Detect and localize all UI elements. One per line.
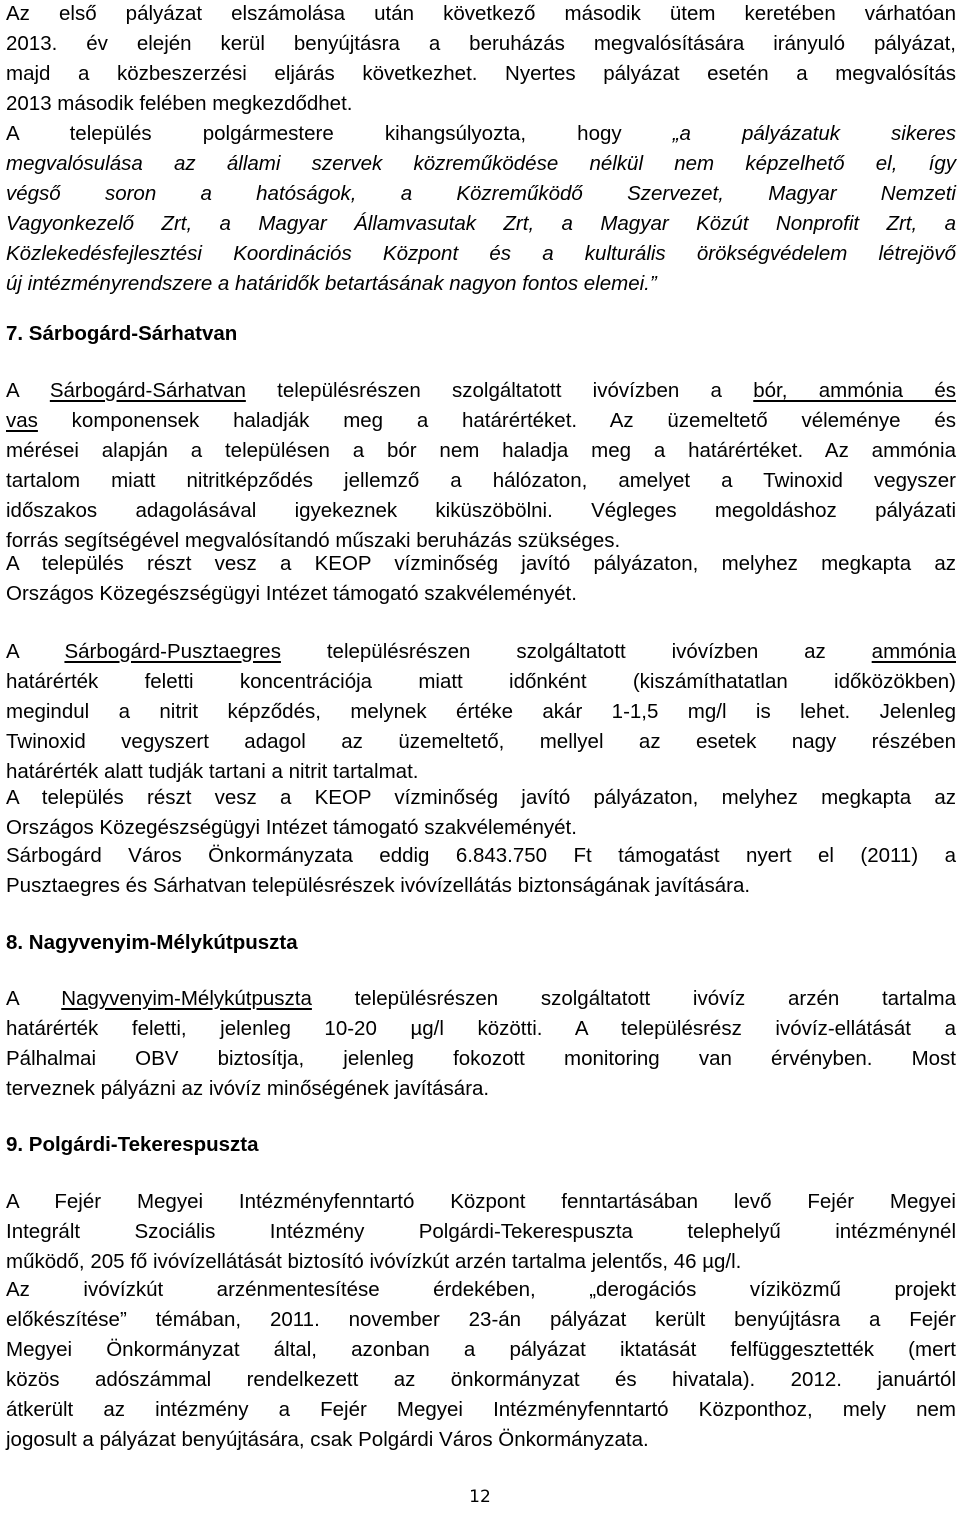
- quote-line: végső soron a hatóságok, a Közreműködő Szervezet, Magyar Nemzeti: [6, 182, 956, 205]
- paragraph-line: Országos Közegészségügyi Intézet támogató szakvéleményét.: [6, 582, 577, 605]
- paragraph-line: közös adószámmal rendelkezett az önkormányzat és hivatala). 2012. januártól: [6, 1368, 956, 1391]
- quote-line: Vagyonkezelő Zrt, a Magyar Államvasutak Zrt, a Magyar Közút Nonprofit Zrt, a: [6, 212, 956, 235]
- text-run: A: [6, 987, 62, 1010]
- paragraph-line: A Fejér Megyei Intézményfenntartó Központ fenntartásában levő Fejér Megyei: [6, 1190, 956, 1213]
- intro-line: 2013 második felében megkezdődhet.: [6, 92, 353, 115]
- paragraph-line: Integrált Szociális Intézmény Polgárdi-Tekerespuszta telephelyű intézménynél: [6, 1220, 956, 1243]
- paragraph-line: határérték feletti koncentrációja miatt időnként (kiszámíthatatlan időközökben): [6, 670, 956, 693]
- underlined-place-name: Sárbogárd-Sárhatvan: [49, 379, 246, 402]
- paragraph-line: Az ivóvízkút arzénmentesítése érdekében, „derogációs víziközmű projekt: [6, 1278, 956, 1301]
- text-run: településrészen szolgáltatott ivóvízben a: [245, 379, 754, 402]
- paragraph-line: határérték feletti, jelenleg 10-20 µg/l közötti. A településrész ivóvíz-ellátását a: [6, 1017, 956, 1040]
- paragraph-line: A település részt vesz a KEOP vízminőség javító pályázaton, melyhez megkapta az: [6, 552, 956, 575]
- paragraph-line: forrás segítségével megvalósítandó műszaki beruházás szükséges.: [6, 529, 621, 552]
- intro-line: majd a közbeszerzési eljárás következhet. Nyertes pályázat esetén a megvalósítás: [6, 62, 956, 85]
- quote-lead: A település polgármestere kihangsúlyozta, hogy: [6, 122, 673, 145]
- paragraph-line: időszakos adagolásával igyekeznek kiküszöbölni. Végleges megoldáshoz pályázati: [6, 499, 956, 522]
- paragraph-line: átkerült az intézmény a Fejér Megyei Intézményfenntartó Központhoz, mely nem: [6, 1398, 956, 1421]
- paragraph-line: [6, 984, 956, 1014]
- paragraph-line: Twinoxid vegyszert adagol az üzemeltető, mellyel az esetek nagy részében: [6, 730, 956, 753]
- paragraph-line: Országos Közegészségügyi Intézet támogató szakvéleményét.: [6, 816, 577, 839]
- underlined-components: bór, ammónia és: [753, 379, 956, 402]
- text-run: komponensek haladják meg a határértéket. Az üzemeltető véleménye és: [37, 409, 956, 432]
- paragraph-line: Megyei Önkormányzat által, azonban a pályázat iktatását felfüggesztették (mert: [6, 1338, 956, 1361]
- quote-line: megvalósulása az állami szervek közreműködése nélkül nem képzelhető el, így: [6, 152, 956, 175]
- paragraph-line: működő, 205 fő ivóvízellátását biztosító ivóvízkút arzén tartalma jelentős, 46 µg/l.: [6, 1250, 742, 1273]
- intro-line: Az első pályázat elszámolása után következő második ütem keretében várhatóan: [6, 2, 956, 25]
- section-heading: 7. Sárbogárd-Sárhatvan: [6, 322, 238, 345]
- underlined-place-name: Nagyvenyim-Mélykútpuszta: [61, 987, 312, 1010]
- paragraph-line: [6, 406, 956, 436]
- paragraph-line: Pusztaegres és Sárhatvan településrészek ivóvízellátás biztonságának javítására.: [6, 874, 751, 897]
- paragraph-line: [6, 376, 956, 406]
- section-heading: 8. Nagyvenyim-Mélykútpuszta: [6, 931, 298, 954]
- text-run: A: [6, 640, 65, 663]
- quote-line: [6, 119, 956, 149]
- intro-line: 2013. év elején kerül benyújtásra a beruházás megvalósítására irányuló pályázat,: [6, 32, 956, 55]
- paragraph-line: határérték alatt tudják tartani a nitrit tartalmat.: [6, 760, 419, 783]
- page-number: 12: [469, 1487, 491, 1507]
- paragraph-line: Pálhalmai OBV biztosítja, jelenleg fokozott monitoring van érvényben. Most: [6, 1047, 956, 1070]
- paragraph-line: megindul a nitrit képződés, melynek értéke akár 1-1,5 mg/l is lehet. Jelenleg: [6, 700, 956, 723]
- quote-text: „a pályázatuk sikeres: [672, 122, 956, 145]
- underlined-place-name: Sárbogárd-Pusztaegres: [64, 640, 281, 663]
- paragraph-line: jogosult a pályázat benyújtására, csak Polgárdi Város Önkormányzata.: [6, 1428, 649, 1451]
- underlined-components: ammónia: [871, 640, 956, 663]
- text-run: településrészen szolgáltatott ivóvíz arzén tartalma: [311, 987, 956, 1010]
- quote-line: Közlekedésfejlesztési Koordinációs Központ és a kulturális örökségvédelem létrejövő: [6, 242, 956, 265]
- underlined-components: vas: [6, 409, 38, 432]
- paragraph-line: tartalom miatt nitritképződés jellemző a hálózaton, amelyet a Twinoxid vegyszer: [6, 469, 956, 492]
- paragraph-line: mérései alapján a településen a bór nem haladja meg a határértéket. Az ammónia: [6, 439, 956, 462]
- text-run: településrészen szolgáltatott ivóvízben az: [280, 640, 872, 663]
- section-heading: 9. Polgárdi-Tekerespuszta: [6, 1133, 259, 1156]
- paragraph-line: előkészítése” témában, 2011. november 23-án pályázat került benyújtásra a Fejér: [6, 1308, 956, 1331]
- paragraph-line: A település részt vesz a KEOP vízminőség javító pályázaton, melyhez megkapta az: [6, 786, 956, 809]
- quote-line: új intézményrendszere a határidők betartásának nagyon fontos elemei.”: [6, 272, 657, 295]
- paragraph-line: [6, 637, 956, 667]
- paragraph-line: Sárbogárd Város Önkormányzata eddig 6.843.750 Ft támogatást nyert el (2011) a: [6, 844, 956, 867]
- text-run: A: [6, 379, 50, 402]
- paragraph-line: terveznek pályázni az ivóvíz minőségének javítására.: [6, 1077, 490, 1100]
